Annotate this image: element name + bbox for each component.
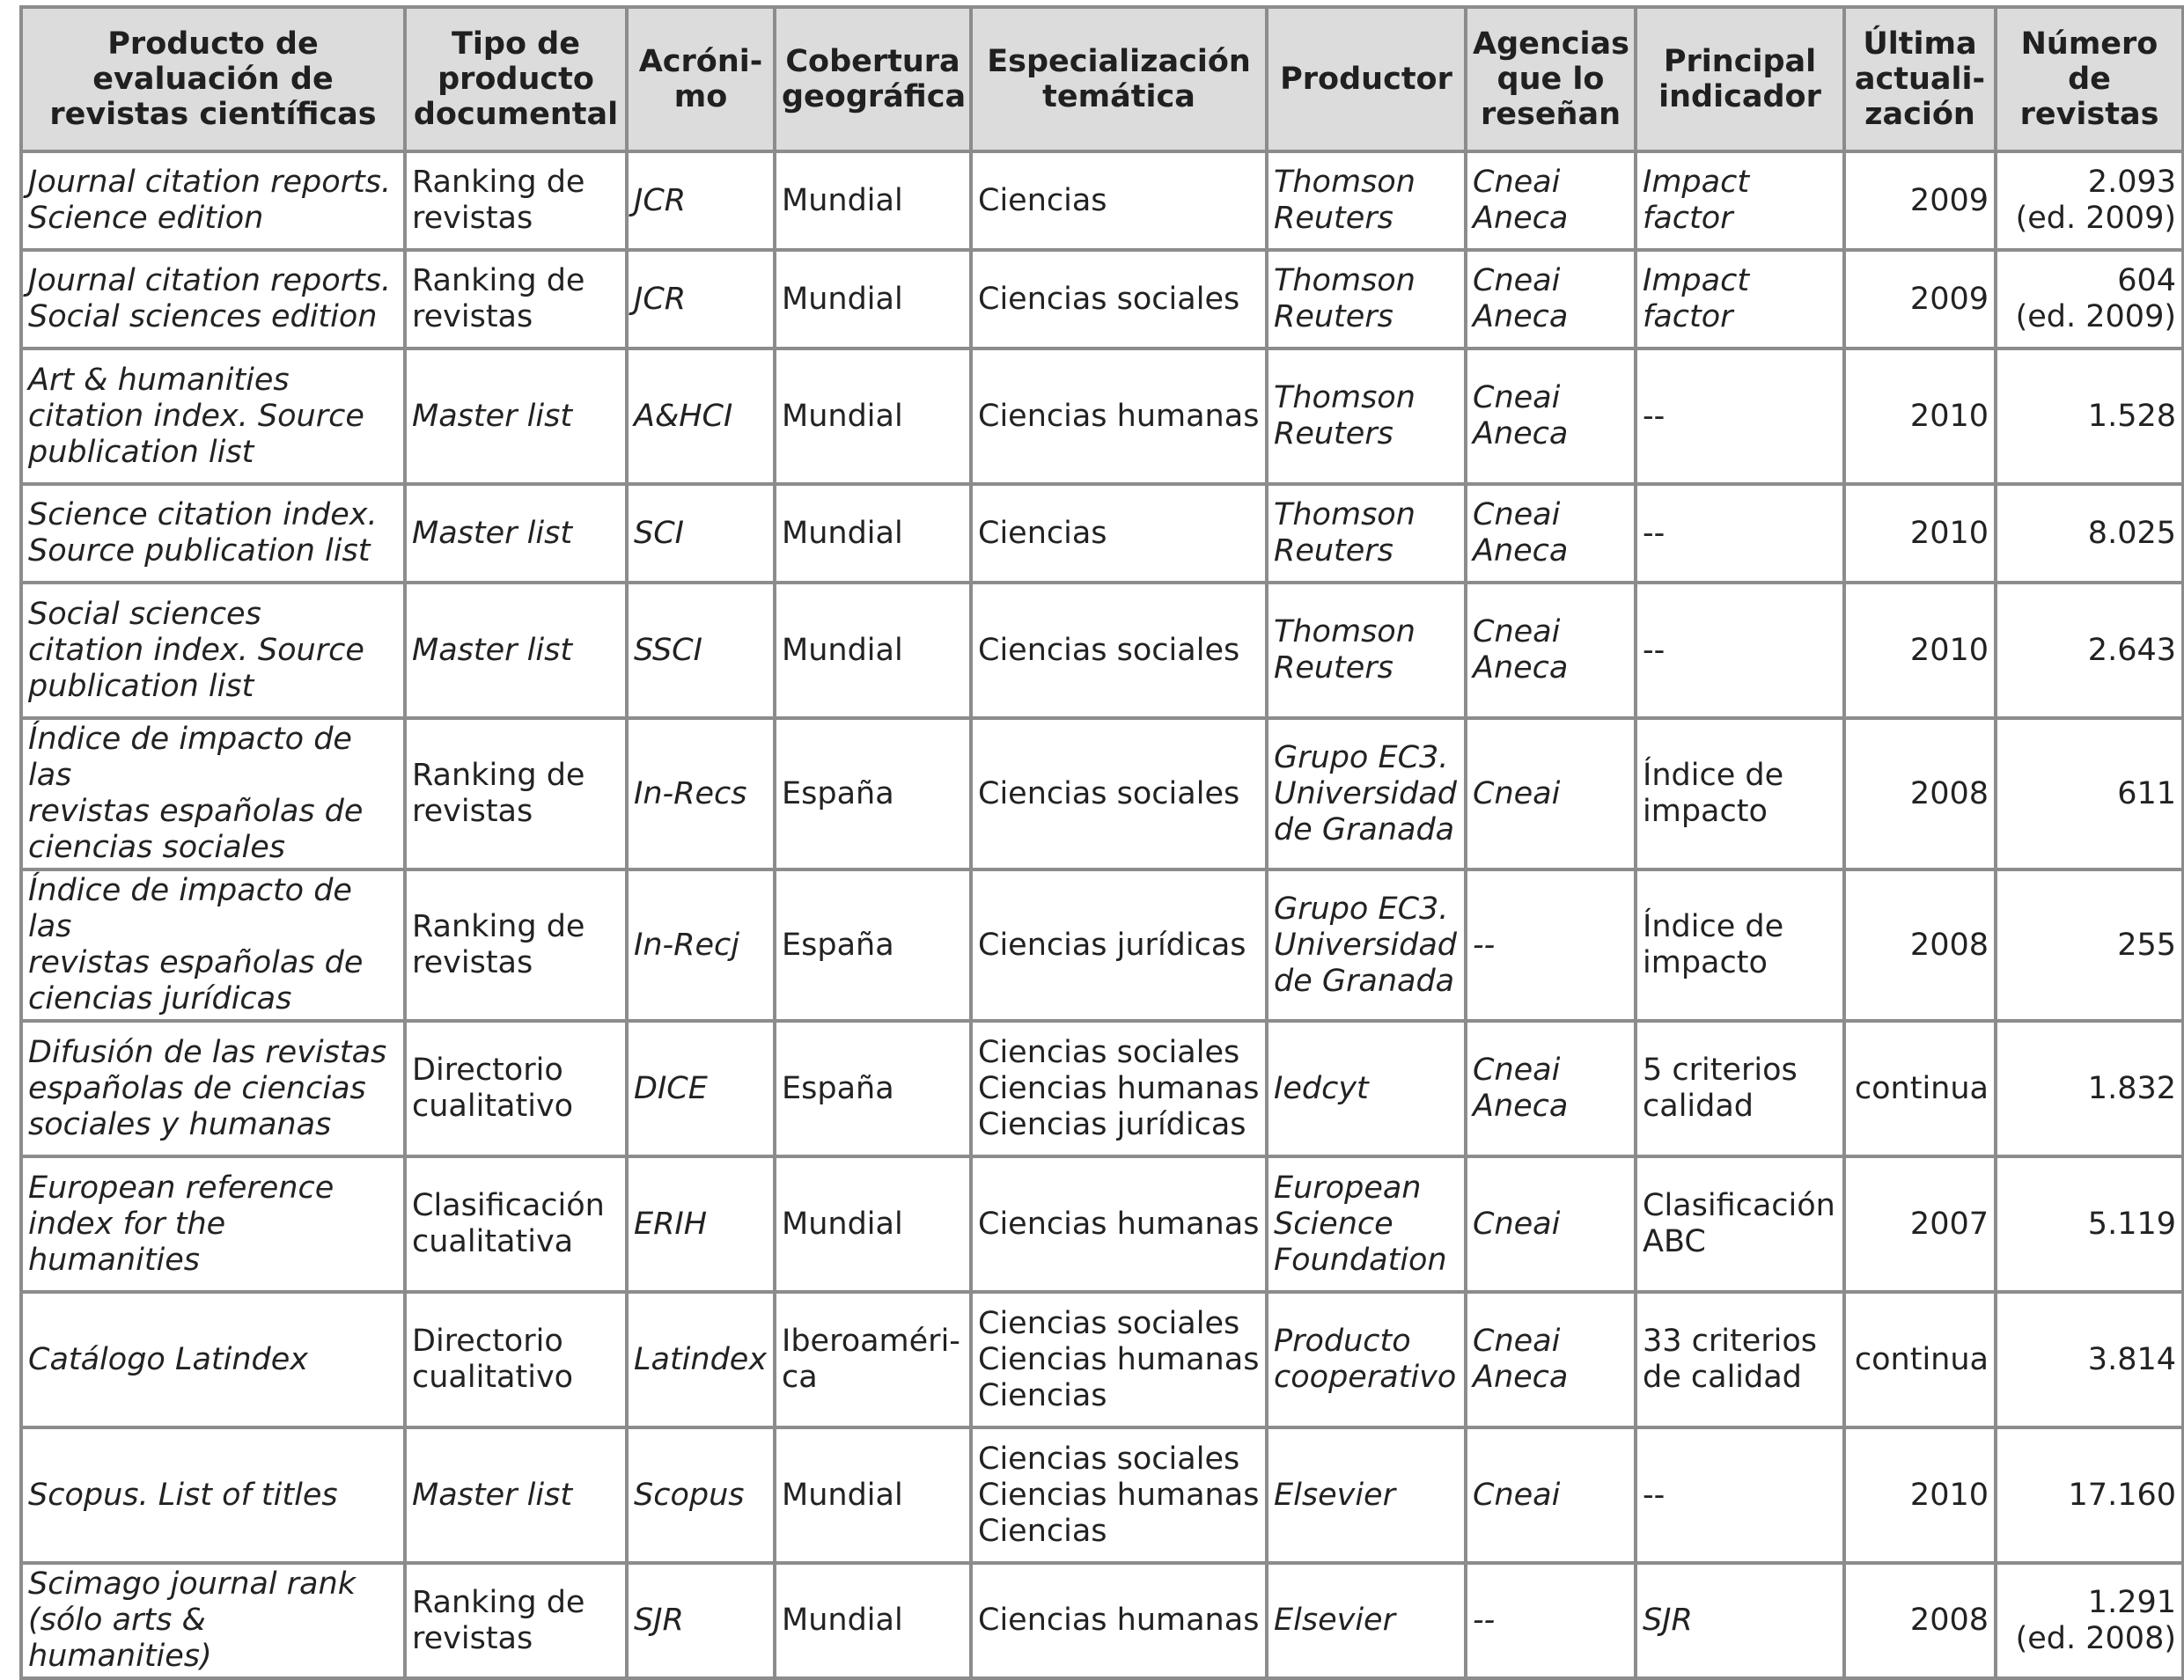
cell-especializacion: Ciencias sociales: [971, 250, 1267, 348]
table-row: [21, 718, 2183, 869]
cell-especializacion: Ciencias sociales Ciencias humanas Ciencias: [971, 1292, 1267, 1427]
cell-producto: European reference index for the humanities: [21, 1156, 405, 1292]
cell-agencias: Cneai Aneca: [1466, 151, 1636, 250]
header-agencias: Agencias que lo reseñan: [1466, 7, 1636, 151]
cell-especializacion: Ciencias sociales: [971, 718, 1267, 869]
cell-especializacion: Ciencias: [971, 151, 1267, 250]
header-numero: Número de revistas: [1996, 7, 2183, 151]
cell-tipo: Master list: [405, 348, 627, 484]
cell-cobertura: Iberoaméri- ca: [775, 1292, 971, 1427]
cell-cobertura: España: [775, 1021, 971, 1156]
cell-especializacion: Ciencias sociales: [971, 583, 1267, 718]
header-indicador: Principal indicador: [1636, 7, 1844, 151]
cell-acronimo: JCR: [627, 151, 775, 250]
cell-cobertura: España: [775, 718, 971, 869]
cell-productor: Elsevier: [1267, 1563, 1466, 1678]
table-row: [21, 583, 2183, 718]
cell-productor: Thomson Reuters: [1267, 484, 1466, 583]
table-row: [21, 151, 2183, 250]
cell-actualizacion: 2008: [1844, 869, 1996, 1021]
cell-numero: 2.093 (ed. 2009): [1996, 151, 2183, 250]
cell-producto: Catálogo Latindex: [21, 1292, 405, 1427]
cell-tipo: Directorio cualitativo: [405, 1021, 627, 1156]
cell-numero: 3.814: [1996, 1292, 2183, 1427]
cell-actualizacion: 2009: [1844, 151, 1996, 250]
cell-actualizacion: continua: [1844, 1292, 1996, 1427]
cell-acronimo: In-Recs: [627, 718, 775, 869]
cell-productor: Thomson Reuters: [1267, 151, 1466, 250]
cell-indicador: --: [1636, 583, 1844, 718]
cell-tipo: Master list: [405, 484, 627, 583]
cell-cobertura: Mundial: [775, 484, 971, 583]
table-row: [21, 1156, 2183, 1292]
cell-cobertura: Mundial: [775, 1563, 971, 1678]
cell-agencias: Cneai: [1466, 1427, 1636, 1563]
cell-producto: Scopus. List of titles: [21, 1427, 405, 1563]
cell-tipo: Master list: [405, 583, 627, 718]
cell-productor: Iedcyt: [1267, 1021, 1466, 1156]
cell-producto: Journal citation reports. Science edition: [21, 151, 405, 250]
cell-agencias: Cneai Aneca: [1466, 250, 1636, 348]
cell-agencias: --: [1466, 869, 1636, 1021]
cell-productor: Thomson Reuters: [1267, 348, 1466, 484]
cell-producto: Social sciences citation index. Source publication list: [21, 583, 405, 718]
cell-indicador: --: [1636, 484, 1844, 583]
cell-cobertura: Mundial: [775, 1156, 971, 1292]
cell-agencias: --: [1466, 1563, 1636, 1678]
cell-actualizacion: 2010: [1844, 1427, 1996, 1563]
cell-indicador: Clasificación ABC: [1636, 1156, 1844, 1292]
cell-actualizacion: 2010: [1844, 583, 1996, 718]
cell-indicador: Impact factor: [1636, 151, 1844, 250]
cell-agencias: Cneai Aneca: [1466, 348, 1636, 484]
cell-numero: 8.025: [1996, 484, 2183, 583]
cell-acronimo: Scopus: [627, 1427, 775, 1563]
cell-numero: 1.291 (ed. 2008): [1996, 1563, 2183, 1678]
cell-numero: 611: [1996, 718, 2183, 869]
table-row: [21, 250, 2183, 348]
cell-productor: European Science Foundation: [1267, 1156, 1466, 1292]
cell-acronimo: SJR: [627, 1563, 775, 1678]
header-actualizacion: Última actuali- zación: [1844, 7, 1996, 151]
cell-actualizacion: 2008: [1844, 1563, 1996, 1678]
cell-tipo: Ranking de revistas: [405, 1563, 627, 1678]
cell-indicador: Impact factor: [1636, 250, 1844, 348]
cell-numero: 255: [1996, 869, 2183, 1021]
table-row: [21, 348, 2183, 484]
cell-numero: 2.643: [1996, 583, 2183, 718]
cell-tipo: Master list: [405, 1427, 627, 1563]
cell-indicador: SJR: [1636, 1563, 1844, 1678]
cell-productor: Elsevier: [1267, 1427, 1466, 1563]
cell-numero: 5.119: [1996, 1156, 2183, 1292]
table-row: [21, 1021, 2183, 1156]
cell-productor: Thomson Reuters: [1267, 583, 1466, 718]
cell-producto: Science citation index. Source publication list: [21, 484, 405, 583]
cell-productor: Thomson Reuters: [1267, 250, 1466, 348]
cell-cobertura: España: [775, 869, 971, 1021]
table-row: [21, 484, 2183, 583]
cell-agencias: Cneai Aneca: [1466, 1292, 1636, 1427]
header-especializacion: Especialización temática: [971, 7, 1267, 151]
cell-producto: Art & humanities citation index. Source publication list: [21, 348, 405, 484]
cell-productor: Grupo EC3. Universidad de Granada: [1267, 869, 1466, 1021]
header-cobertura: Cobertura geográfica: [775, 7, 971, 151]
cell-tipo: Clasificación cualitativa: [405, 1156, 627, 1292]
cell-producto: Índice de impacto de las revistas españolas de ciencias sociales: [21, 718, 405, 869]
table-row: [21, 1563, 2183, 1678]
cell-acronimo: SSCI: [627, 583, 775, 718]
header-productor: Productor: [1267, 7, 1466, 151]
cell-cobertura: Mundial: [775, 348, 971, 484]
cell-tipo: Ranking de revistas: [405, 250, 627, 348]
header-producto: Producto de evaluación de revistas científicas: [21, 7, 405, 151]
table-row: [21, 869, 2183, 1021]
cell-agencias: Cneai Aneca: [1466, 1021, 1636, 1156]
cell-indicador: Índice de impacto: [1636, 869, 1844, 1021]
cell-actualizacion: continua: [1844, 1021, 1996, 1156]
cell-especializacion: Ciencias jurídicas: [971, 869, 1267, 1021]
cell-tipo: Ranking de revistas: [405, 718, 627, 869]
cell-productor: Grupo EC3. Universidad de Granada: [1267, 718, 1466, 869]
cell-producto: Difusión de las revistas españolas de ciencias sociales y humanas: [21, 1021, 405, 1156]
cell-actualizacion: 2010: [1844, 484, 1996, 583]
cell-tipo: Ranking de revistas: [405, 151, 627, 250]
cell-actualizacion: 2010: [1844, 348, 1996, 484]
cell-acronimo: Latindex: [627, 1292, 775, 1427]
cell-numero: 17.160: [1996, 1427, 2183, 1563]
cell-actualizacion: 2008: [1844, 718, 1996, 869]
cell-especializacion: Ciencias: [971, 484, 1267, 583]
cell-acronimo: SCI: [627, 484, 775, 583]
table-body: [21, 151, 2183, 1678]
cell-cobertura: Mundial: [775, 583, 971, 718]
cell-indicador: 5 criterios calidad: [1636, 1021, 1844, 1156]
table-row: [21, 1292, 2183, 1427]
cell-productor: Producto cooperativo: [1267, 1292, 1466, 1427]
cell-producto: Scimago journal rank (sólo arts & humanities): [21, 1563, 405, 1678]
cell-numero: 604 (ed. 2009): [1996, 250, 2183, 348]
header-acronimo: Acróni- mo: [627, 7, 775, 151]
cell-acronimo: JCR: [627, 250, 775, 348]
cell-agencias: Cneai Aneca: [1466, 583, 1636, 718]
cell-actualizacion: 2007: [1844, 1156, 1996, 1292]
cell-acronimo: ERIH: [627, 1156, 775, 1292]
table-row: [21, 1427, 2183, 1563]
cell-indicador: --: [1636, 1427, 1844, 1563]
cell-especializacion: Ciencias humanas: [971, 348, 1267, 484]
table-header-row: [21, 7, 2183, 151]
header-tipo: Tipo de producto documental: [405, 7, 627, 151]
cell-especializacion: Ciencias humanas: [971, 1156, 1267, 1292]
cell-cobertura: Mundial: [775, 151, 971, 250]
cell-agencias: Cneai: [1466, 1156, 1636, 1292]
cell-agencias: Cneai: [1466, 718, 1636, 869]
cell-numero: 1.528: [1996, 348, 2183, 484]
cell-producto: Journal citation reports. Social sciences edition: [21, 250, 405, 348]
cell-agencias: Cneai Aneca: [1466, 484, 1636, 583]
cell-indicador: 33 criterios de calidad: [1636, 1292, 1844, 1427]
cell-tipo: Ranking de revistas: [405, 869, 627, 1021]
cell-indicador: --: [1636, 348, 1844, 484]
cell-cobertura: Mundial: [775, 250, 971, 348]
journal-evaluation-table: [19, 5, 2184, 1680]
cell-tipo: Directorio cualitativo: [405, 1292, 627, 1427]
cell-especializacion: Ciencias sociales Ciencias humanas Ciencias: [971, 1427, 1267, 1563]
cell-acronimo: DICE: [627, 1021, 775, 1156]
cell-numero: 1.832: [1996, 1021, 2183, 1156]
cell-actualizacion: 2009: [1844, 250, 1996, 348]
cell-especializacion: Ciencias sociales Ciencias humanas Ciencias jurídicas: [971, 1021, 1267, 1156]
cell-acronimo: A&HCI: [627, 348, 775, 484]
cell-producto: Índice de impacto de las revistas españolas de ciencias jurídicas: [21, 869, 405, 1021]
cell-indicador: Índice de impacto: [1636, 718, 1844, 869]
cell-acronimo: In-Recj: [627, 869, 775, 1021]
cell-especializacion: Ciencias humanas: [971, 1563, 1267, 1678]
cell-cobertura: Mundial: [775, 1427, 971, 1563]
